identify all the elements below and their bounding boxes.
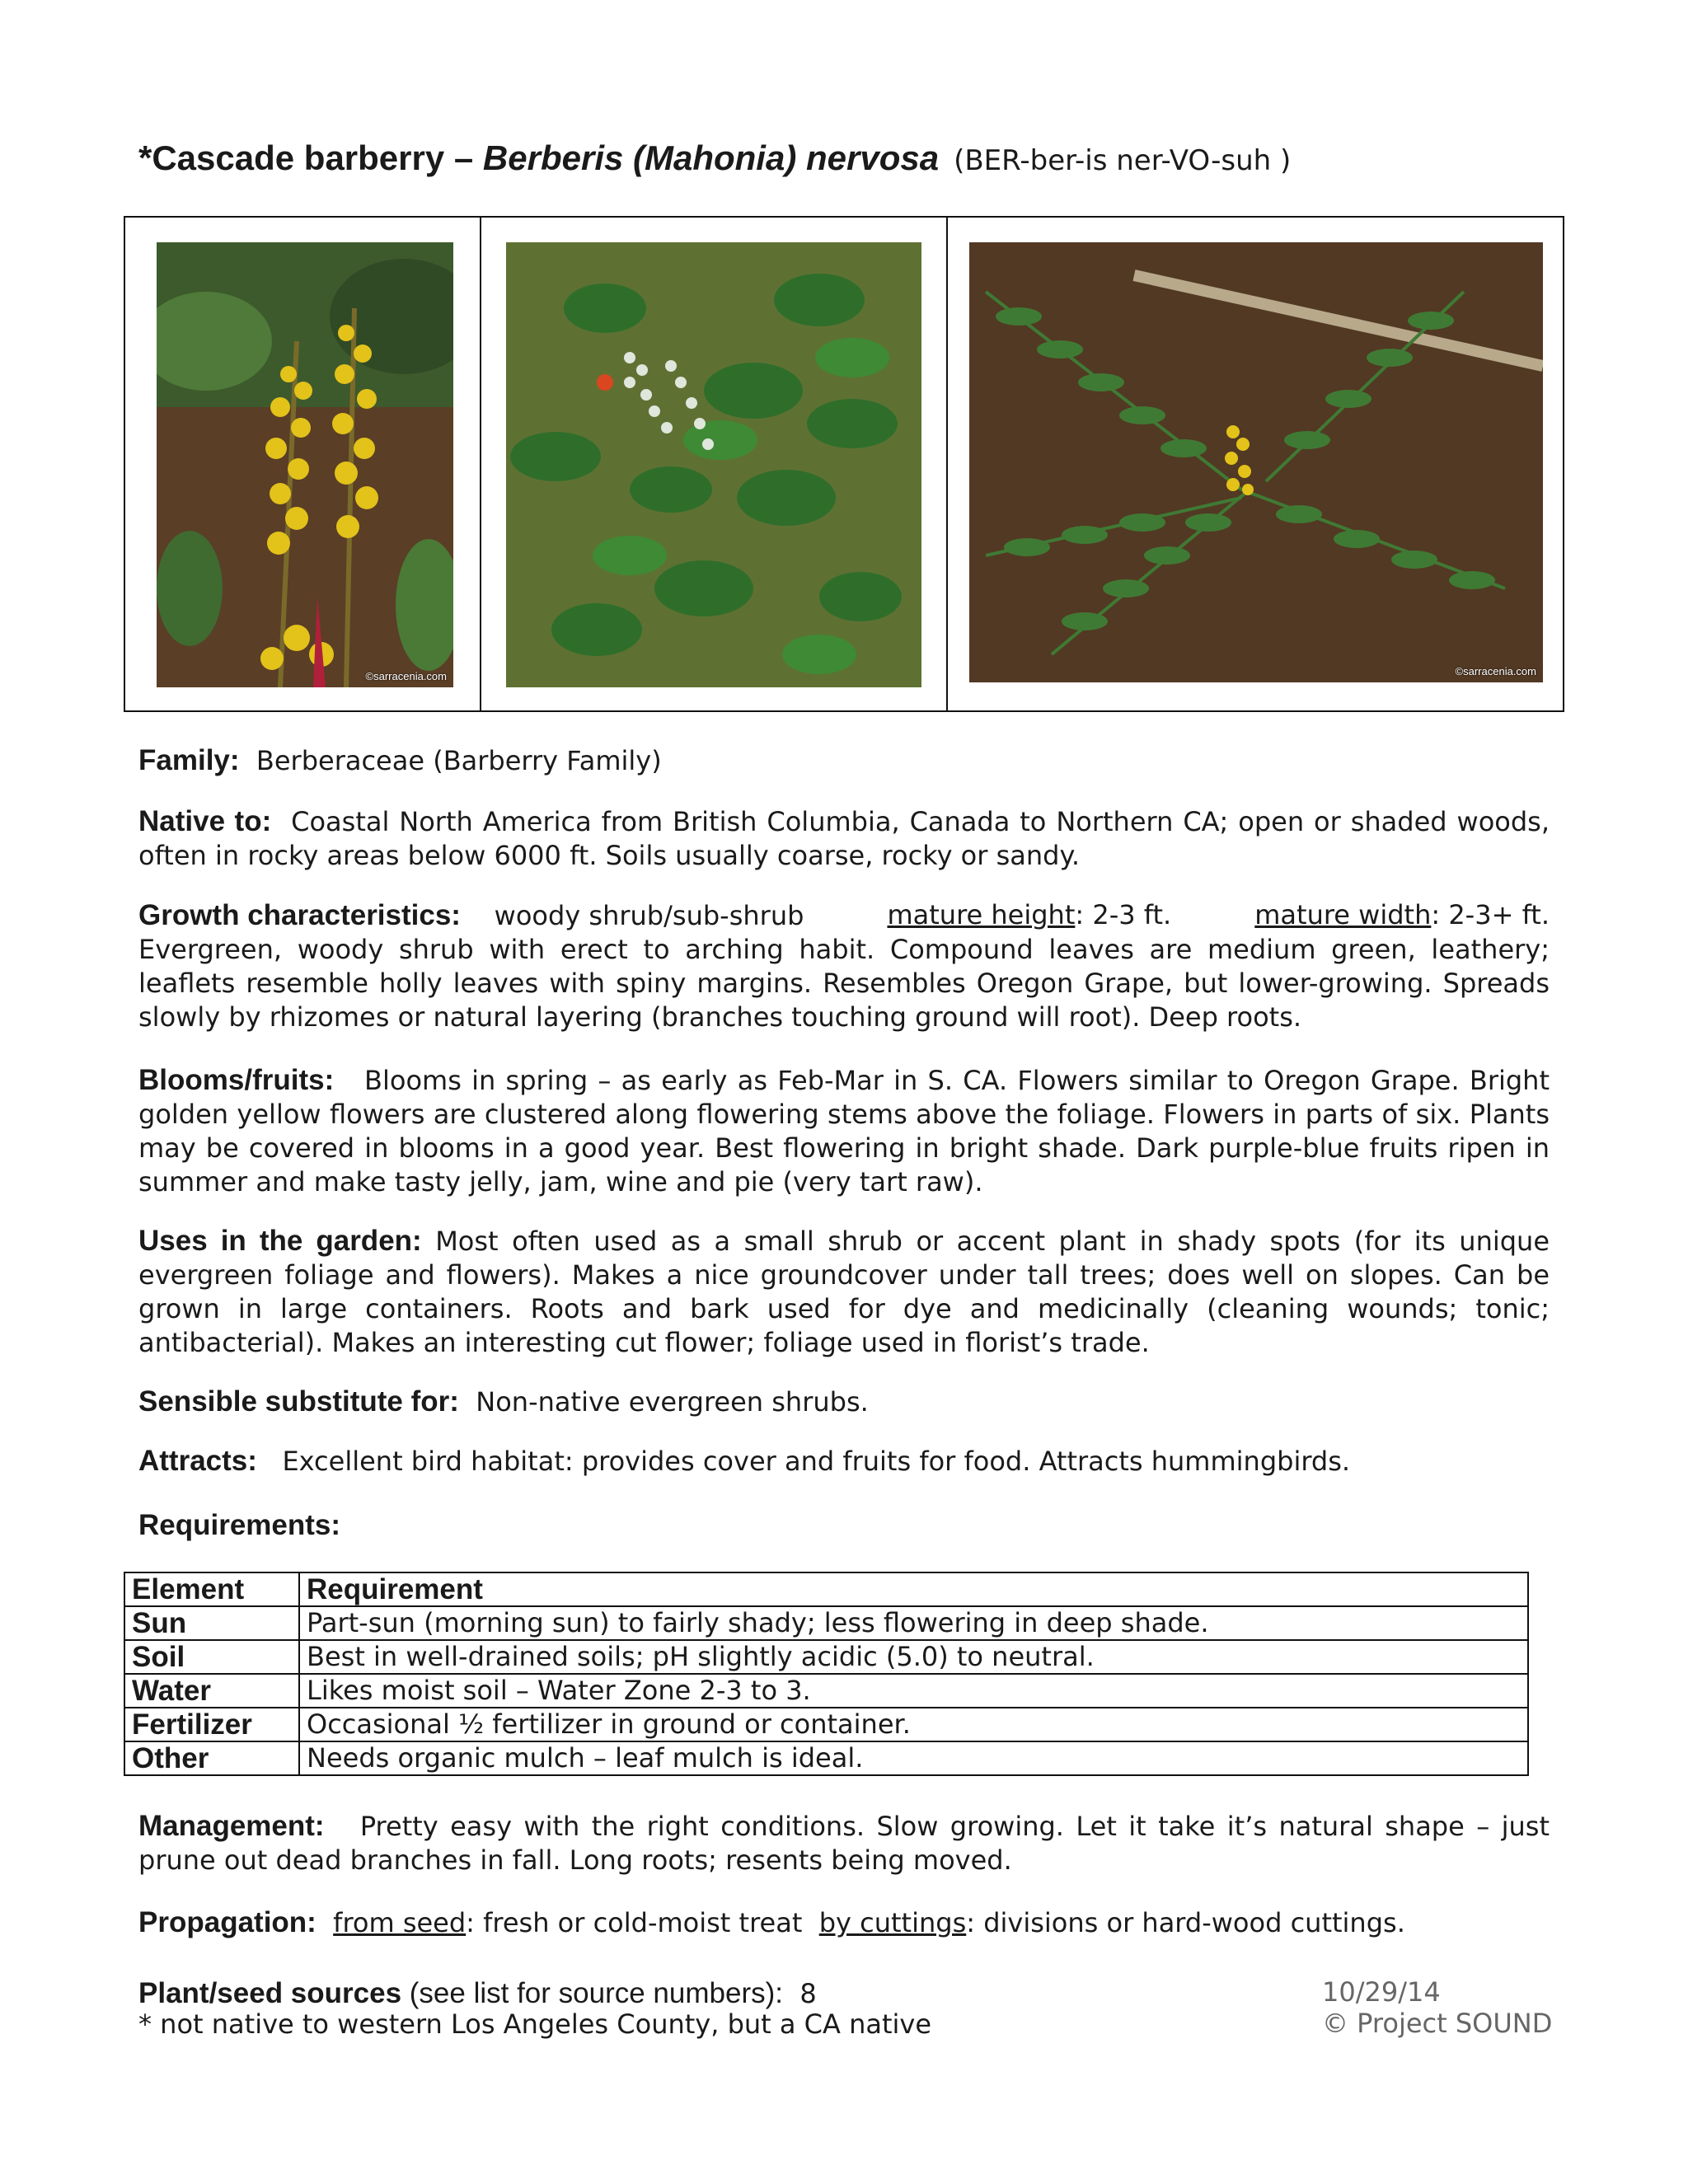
row-requirement: Likes moist soil – Water Zone 2-3 to 3. (299, 1674, 1528, 1708)
photo-watermark: ©sarracenia.com (1455, 665, 1536, 677)
footnote: * not native to western Los Angeles County, but a CA native (138, 2008, 932, 2040)
common-name: *Cascade barberry (138, 138, 445, 177)
requirements-label: Requirements: (138, 1509, 341, 1541)
table-row (124, 1741, 1528, 1775)
photo-foliage (969, 242, 1543, 682)
management-section (138, 1809, 1550, 1877)
seed-label: from seed (333, 1907, 467, 1938)
table-row (124, 1708, 1528, 1741)
photo-table (124, 216, 1564, 712)
attracts-label: Attracts: (138, 1445, 257, 1477)
cuttings-text: : divisions or hard-wood cuttings. (966, 1907, 1405, 1938)
requirements-heading (138, 1508, 1550, 1543)
sources-note: (see list for source numbers): (401, 1977, 783, 2009)
family-text: Berberaceae (Barberry Family) (256, 745, 662, 776)
blooms-text: Blooms in spring – as early as Feb-Mar in S. CA. Flowers similar to Oregon Grape. Bright golden yellow flowers are clustered along flowering stems above the foliage. Flowers in parts of six. Plants may be covered in blooms in a good year. Best flowering in bright shade. Dark purple-blue fruits ripen in summer and make tasty jelly, jam, wine and pie (very tart raw). (138, 1065, 1550, 1197)
row-element: Water (124, 1674, 299, 1708)
table-header-element: Element (124, 1572, 299, 1606)
row-requirement: Part-sun (morning sun) to fairly shady; less flowering in deep shade. (299, 1606, 1528, 1640)
native-section (138, 804, 1550, 873)
date-stamp: 10/29/14 (1322, 1976, 1441, 2008)
attracts-section (138, 1444, 1550, 1479)
photo-watermark: ©sarracenia.com (365, 670, 447, 682)
photo-cell-flowers (125, 218, 481, 710)
table-row (124, 1674, 1528, 1708)
propagation-section (138, 1905, 1550, 1940)
blooms-section (138, 1063, 1550, 1199)
growth-header-line (138, 898, 1550, 933)
native-label: Native to: (138, 805, 272, 837)
row-requirement: Best in well-drained soils; pH slightly acidic (5.0) to neutral. (299, 1640, 1528, 1674)
growth-section (138, 898, 1550, 1034)
title-dash: – (444, 138, 483, 177)
cuttings-label: by cuttings (818, 1907, 967, 1938)
height-label: mature height (887, 899, 1076, 930)
growth-text: Evergreen, woody shrub with erect to arching habit. Compound leaves are medium green, leathery; leaflets resemble holly leaves with spiny margins. Resembles Oregon Grape, but lower-growing. Spreads slowly by rhizomes or natural layering (branches touching ground will root). Deep roots. (138, 934, 1550, 1033)
sources-value: 8 (799, 1978, 817, 2009)
substitute-label: Sensible substitute for: (138, 1385, 459, 1418)
row-requirement: Needs organic mulch – leaf mulch is ideal. (299, 1741, 1528, 1775)
sources-label: Plant/seed sources (138, 1977, 402, 2009)
row-element: Soil (124, 1640, 299, 1674)
table-row (124, 1606, 1528, 1640)
height-value: : 2-3 ft. (1075, 899, 1172, 930)
uses-section (138, 1224, 1550, 1360)
requirements-table (124, 1572, 1529, 1776)
native-text: Coastal North America from British Columbia, Canada to Northern CA; open or shaded woods, often in rocky areas below 6000 ft. Soils usually coarse, rocky or sandy. (138, 806, 1550, 871)
uses-text: Most often used as a small shrub or accent plant in shady spots (for its unique evergreen foliage and flowers). Makes a nice groundcover under tall trees; does well on slopes. Can be grown in large containers. Roots and bark used for dye and medicinally (cleaning wounds; tonic; antibacterial). Makes an interesting cut flower; foliage used in florist’s trade. (138, 1226, 1550, 1358)
row-element: Sun (124, 1606, 299, 1640)
photo-flowers (157, 242, 453, 687)
management-label: Management: (138, 1810, 325, 1842)
substitute-section (138, 1385, 1550, 1419)
width-label: mature width (1254, 899, 1432, 930)
uses-label: Uses in the garden: (138, 1225, 422, 1257)
growth-type: woody shrub/sub-shrub (494, 900, 804, 931)
copyright: © Project SOUND (1322, 2008, 1553, 2039)
table-row (124, 1640, 1528, 1674)
family-label: Family: (138, 744, 240, 776)
page-title (138, 138, 1291, 178)
photo-berries (506, 242, 921, 687)
photo-cell-foliage (948, 218, 1563, 710)
attracts-text: Excellent bird habitat: provides cover and fruits for food. Attracts hummingbirds. (282, 1446, 1351, 1477)
latin-name: Berberis (Mahonia) nervosa (482, 138, 940, 177)
blooms-label: Blooms/fruits: (138, 1064, 335, 1096)
table-header-row (124, 1572, 1528, 1606)
pronunciation: (BER-ber-is ner-VO-suh ) (954, 144, 1292, 177)
table-header-requirement: Requirement (299, 1572, 1528, 1606)
row-element: Other (124, 1741, 299, 1775)
photo-cell-berries (481, 218, 948, 710)
substitute-text: Non-native evergreen shrubs. (476, 1386, 869, 1418)
row-element: Fertilizer (124, 1708, 299, 1741)
growth-label: Growth characteristics: (138, 899, 461, 931)
family-section (138, 743, 1550, 778)
width-value: : 2-3+ ft. (1431, 899, 1550, 930)
seed-text: : fresh or cold-moist treat (466, 1907, 803, 1938)
propagation-label: Propagation: (138, 1906, 316, 1938)
management-text: Pretty easy with the right conditions. Slow growing. Let it take it’s natural shape – just prune out dead branches in fall. Long roots; resents being moved. (138, 1811, 1550, 1876)
row-requirement: Occasional ½ fertilizer in ground or container. (299, 1708, 1528, 1741)
